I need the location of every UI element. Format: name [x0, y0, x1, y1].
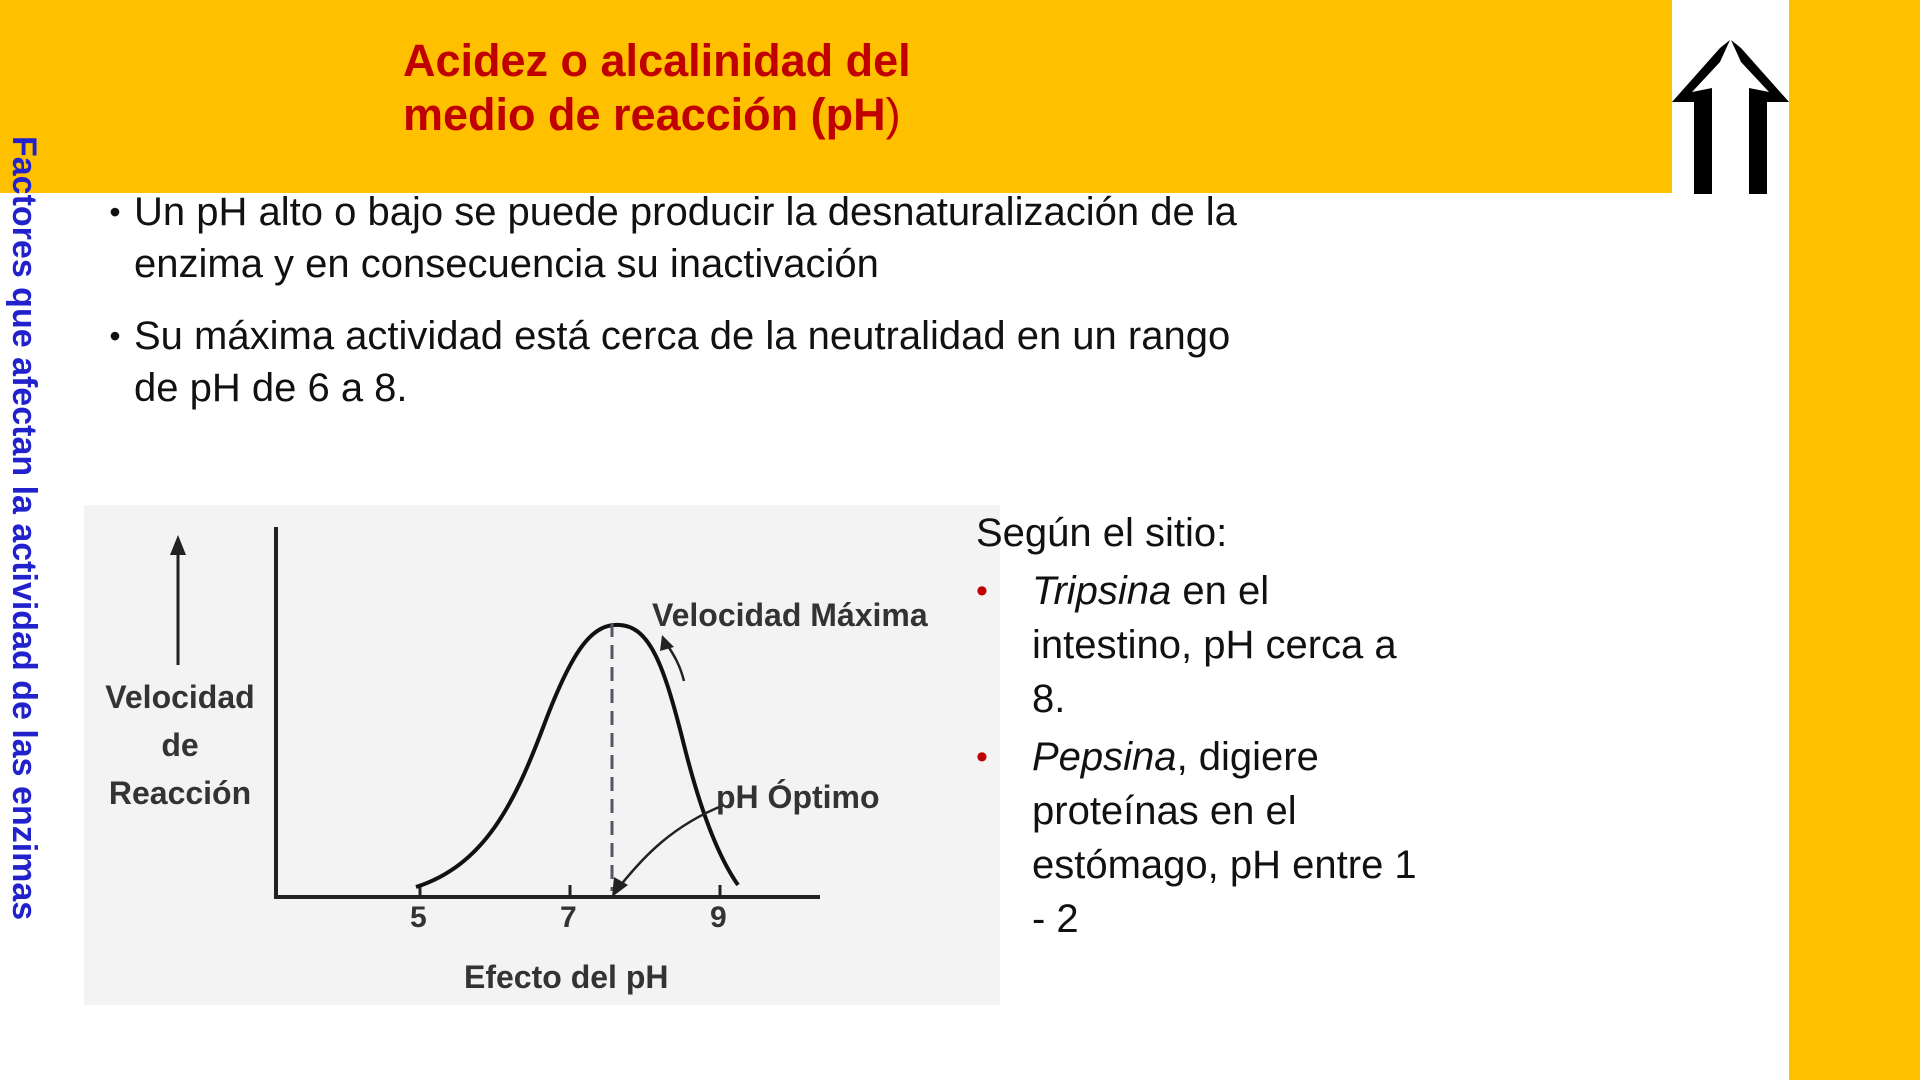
title-line-1: Acidez o alcalinidad del [403, 35, 911, 86]
side-title: Factores que afectan la actividad de las enzimas [5, 136, 43, 921]
x-tick-label: 7 [560, 901, 577, 934]
bullet-list [96, 186, 1376, 434]
slide-title [403, 34, 1103, 142]
bullet-icon: • [976, 738, 988, 776]
examples-heading: Según el sitio: [976, 511, 1228, 555]
optimum-pointer [616, 805, 724, 891]
x-tick-label: 5 [410, 901, 427, 934]
x-axis-label: Efecto del pH [464, 959, 669, 995]
list-item: • Un pH alto o bajo se puede producir la desnaturalización de la enzima y en consecuencia su inactivación [96, 186, 1376, 290]
x-tick-label: 9 [710, 901, 727, 934]
right-band [1789, 0, 1920, 1080]
bullet-icon: • [976, 572, 988, 610]
double-up-arrow-logo-icon [1672, 40, 1789, 194]
enzyme-examples [976, 506, 1436, 946]
activity-curve [416, 625, 738, 887]
bullet-icon: • [109, 194, 121, 230]
bullet-icon: • [109, 318, 121, 354]
list-item: • Tripsina en el intestino, pH cerca a 8. [976, 564, 1436, 726]
peak-pointer [666, 643, 684, 681]
ph-activity-figure [84, 505, 1000, 1005]
y-axis-label: Velocidad de Reacción [105, 679, 255, 811]
optimum-label: pH Óptimo [716, 779, 880, 815]
y-arrow-head [170, 535, 186, 555]
list-item: • Su máxima actividad está cerca de la neutralidad en un rango de pH de 6 a 8. [96, 310, 1376, 414]
list-item: • Pepsina, digiere proteínas en el estómago, pH entre 1 - 2 [976, 730, 1436, 946]
title-line-2: medio de reacción (pH) [403, 89, 901, 140]
peak-label: Velocidad Máxima [652, 597, 928, 633]
